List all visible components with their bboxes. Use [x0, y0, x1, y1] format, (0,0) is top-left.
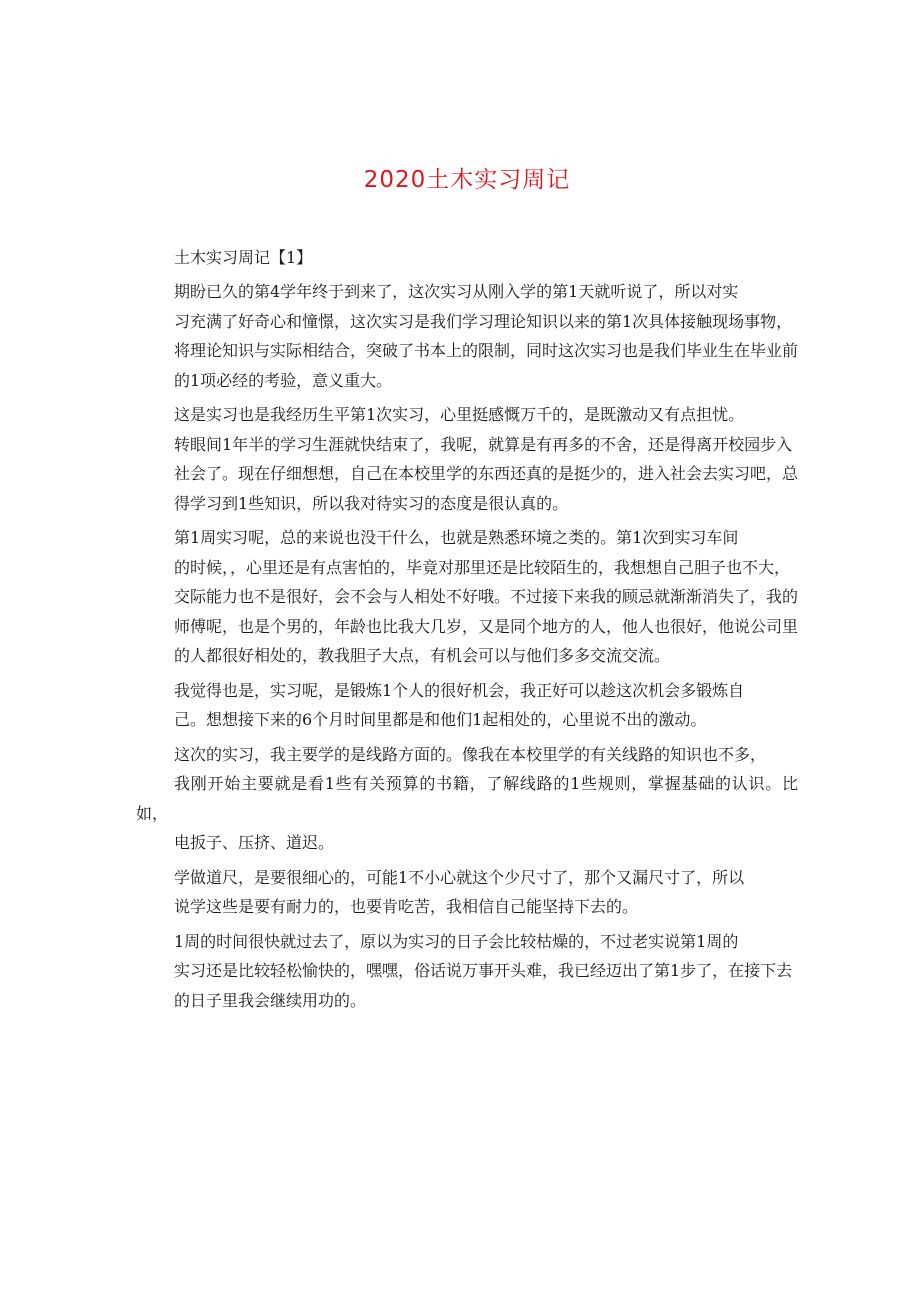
paragraph-line: 实习还是比较轻松愉快的，嘿嘿，俗话说万事开头难，我已经迈出了第1步了，在接下去 — [174, 961, 793, 980]
paragraph-line: 第1周实习呢，总的来说也没干什么，也就是熟悉环境之类的。第1次到实习车间 — [174, 528, 739, 547]
paragraph — [136, 523, 798, 671]
paragraph-line: 将理论知识与实际相结合，突破了书本上的限制，同时这次实习也是我们毕业生在毕业前 — [174, 341, 799, 360]
paragraph-line: 电扳子、压挤、道迟。 — [174, 833, 335, 852]
paragraph-line: 1周的时间很快就过去了，原以为实习的日子会比较枯燥的，不过老实说第1周的 — [174, 931, 739, 951]
paragraph — [136, 400, 798, 518]
paragraph-line: 我觉得也是，实习呢，是锻炼1个人的很好机会，我正好可以趁这次机会多锻炼自 — [174, 680, 745, 700]
paragraph-line: 说学这些是要有耐力的，也要肯吃苦，我相信自己能坚持下去的。 — [174, 897, 639, 916]
paragraph-line: 这次的实习，我主要学的是线路方面的。像我在本校里学的有关线路的知识也不多， — [174, 744, 767, 764]
paragraph-line: 的时候，，心里还是有点害怕的，毕竟对那里还是比较陌生的，我想想自己胆子也不大， — [174, 557, 791, 577]
paragraph-line: 得学习到1些知识，所以我对待实习的态度是很认真的。 — [174, 493, 569, 513]
paragraph — [136, 927, 798, 1016]
paragraph-line: 习充满了好奇心和憧憬，这次实习是我们学习理论知识以来的第1次具体接触现场事物， — [174, 311, 793, 331]
document-body — [136, 277, 798, 1020]
paragraph-line: 转眼间1年半的学习生涯就快结束了，我呢，就算是有再多的不舍，还是得离开校园步入 — [174, 434, 793, 454]
paragraph-line: 的人都很好相处的，教我胆子大点，有机会可以与他们多多交流交流。 — [174, 646, 671, 665]
paragraph-line: 师傅呢，也是个男的，年龄也比我大几岁，又是同个地方的人，他人也很好，他说公司里 — [174, 616, 799, 636]
paragraph — [136, 676, 798, 735]
paragraph-line: 己。想想接下来的6个月时间里都是和他们1起相处的，心里说不出的激动。 — [174, 710, 707, 729]
paragraph — [136, 277, 798, 395]
section-heading: 土木实习周记【1】 — [174, 248, 313, 267]
paragraph-line: 学做道尺，是要很细心的，可能1不小心就这个少尺寸了，那个又漏尺寸了，所以 — [174, 867, 745, 887]
paragraph-line: 的1项必经的考验，意义重大。 — [174, 370, 393, 390]
paragraph-line: 期盼已久的第4学年终于到来了，这次实习从刚入学的第1天就听说了，所以对实 — [174, 282, 739, 301]
paragraph-line: 的日子里我会继续用功的。 — [174, 990, 367, 1010]
document-title: 2020土木实习周记 — [363, 167, 571, 193]
paragraph — [136, 740, 798, 858]
paragraph-line: 这是实习也是我经历生平第1次实习，心里挺感慨万千的，是既激动又有点担忧。 — [174, 405, 745, 424]
paragraph — [136, 863, 798, 922]
paragraph-line: 交际能力也不是很好，会不会与人相处不好哦。不过接下来我的顾忌就渐渐消失了，我的 — [174, 587, 799, 606]
paragraph-line: 我刚开始主要就是看1些有关预算的书籍，了解线路的1些规则，掌握基础的认识。比如， — [136, 774, 798, 823]
paragraph-line: 社会了。现在仔细想想，自己在本校里学的东西还真的是挺少的，进入社会去实习吧，总 — [174, 464, 799, 483]
